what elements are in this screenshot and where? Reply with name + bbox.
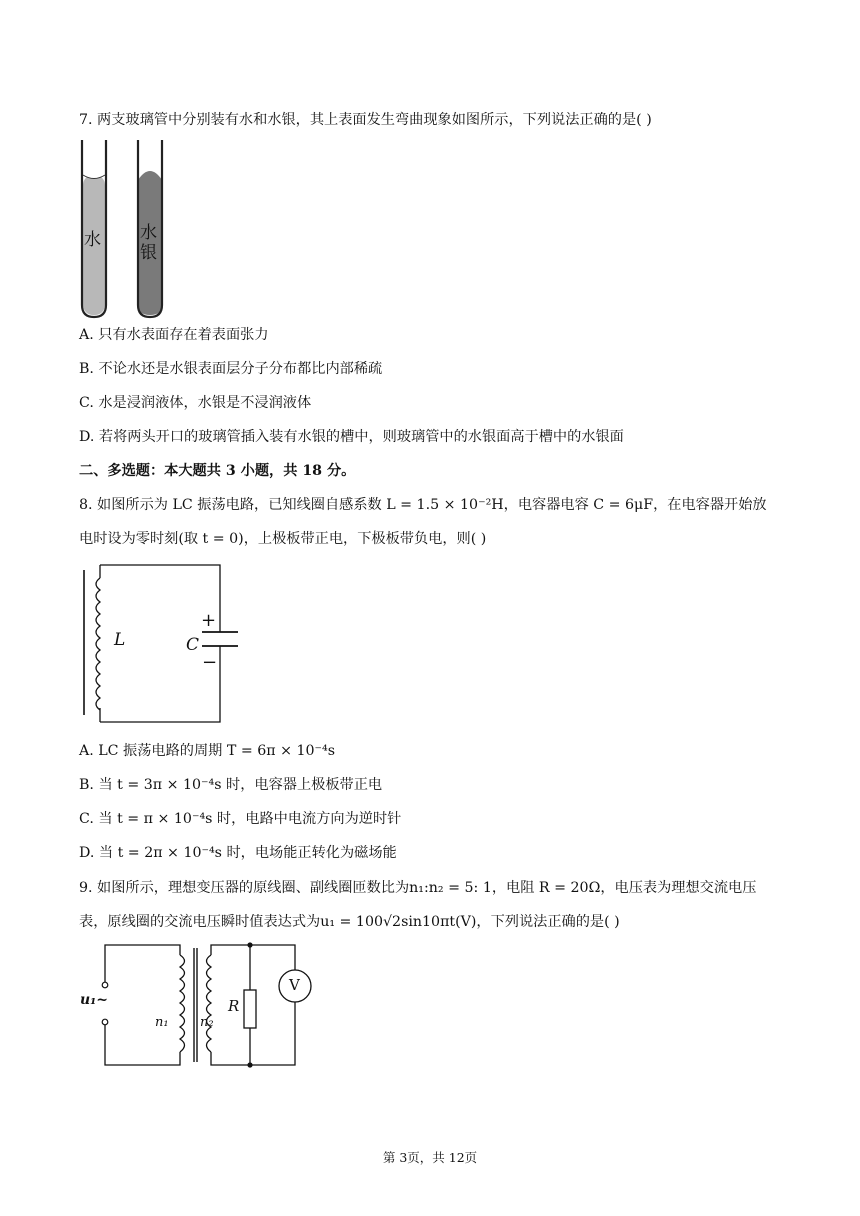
- section-heading: 二、多选题：本大题共 3 小题，共 18 分。: [79, 463, 356, 479]
- q8-stem-line2: 电时设为零时刻(取 t = 0)，上极板带正电，下极板带负电，则( ): [79, 531, 487, 547]
- n2-label: n₂: [200, 1015, 214, 1030]
- resistor-label: R: [228, 997, 240, 1015]
- q8-stem-line1: 8. 如图所示为 LC 振荡电路，已知线圈自感系数 L = 1.5 × 10⁻²H，电容器电容 C = 6μF，在电容器开始放: [79, 497, 767, 513]
- q8-option-a: A. LC 振荡电路的周期 T = 6π × 10⁻⁴s: [79, 743, 336, 759]
- mercury-label-2: 银: [140, 243, 157, 263]
- q8-option-c: C. 当 t = π × 10⁻⁴s 时，电路中电流方向为逆时针: [79, 811, 402, 827]
- n1-label: n₁: [155, 1015, 169, 1030]
- q9-stem-line2: 表，原线圈的交流电压瞬时值表达式为u₁ = 100√2sin10πt(V)，下列说法正确的是( ): [79, 914, 620, 930]
- mercury-label-1: 水: [140, 223, 157, 243]
- water-label: 水: [84, 230, 101, 250]
- q8-option-b: B. 当 t = 3π × 10⁻⁴s 时，电容器上极板带正电: [79, 777, 383, 793]
- voltmeter-label: V: [289, 976, 300, 994]
- page-footer: 第 3页，共 12页: [382, 1150, 478, 1165]
- q7-option-b: B. 不论水还是水银表面层分子分布都比内部稀疏: [79, 361, 383, 377]
- capacitor-label: C: [186, 635, 200, 655]
- q7-option-c: C. 水是浸润液体，水银是不浸润液体: [79, 395, 312, 411]
- plus-sign: +: [201, 610, 217, 631]
- inductor-label: L: [114, 630, 126, 650]
- q8-figure-lc-circuit: [80, 560, 245, 730]
- u1-label: u₁~: [80, 992, 109, 1008]
- q8-option-d: D. 当 t = 2π × 10⁻⁴s 时，电场能正转化为磁场能: [79, 845, 397, 861]
- q7-option-a: A. 只有水表面存在着表面张力: [79, 327, 269, 343]
- q9-figure-transformer: [80, 940, 315, 1075]
- q7-figure-glass-tubes: [78, 140, 188, 320]
- q7-option-d: D. 若将两头开口的玻璃管插入装有水银的槽中，则玻璃管中的水银面高于槽中的水银面: [79, 429, 624, 445]
- q7-stem: 7. 两支玻璃管中分别装有水和水银，其上表面发生弯曲现象如图所示，下列说法正确的是( ): [79, 112, 652, 128]
- minus-sign: −: [202, 652, 218, 673]
- q9-stem-line1: 9. 如图所示，理想变压器的原线圈、副线圈匝数比为n₁:n₂ = 5: 1，电阻 R = 20Ω，电压表为理想交流电压: [79, 880, 757, 896]
